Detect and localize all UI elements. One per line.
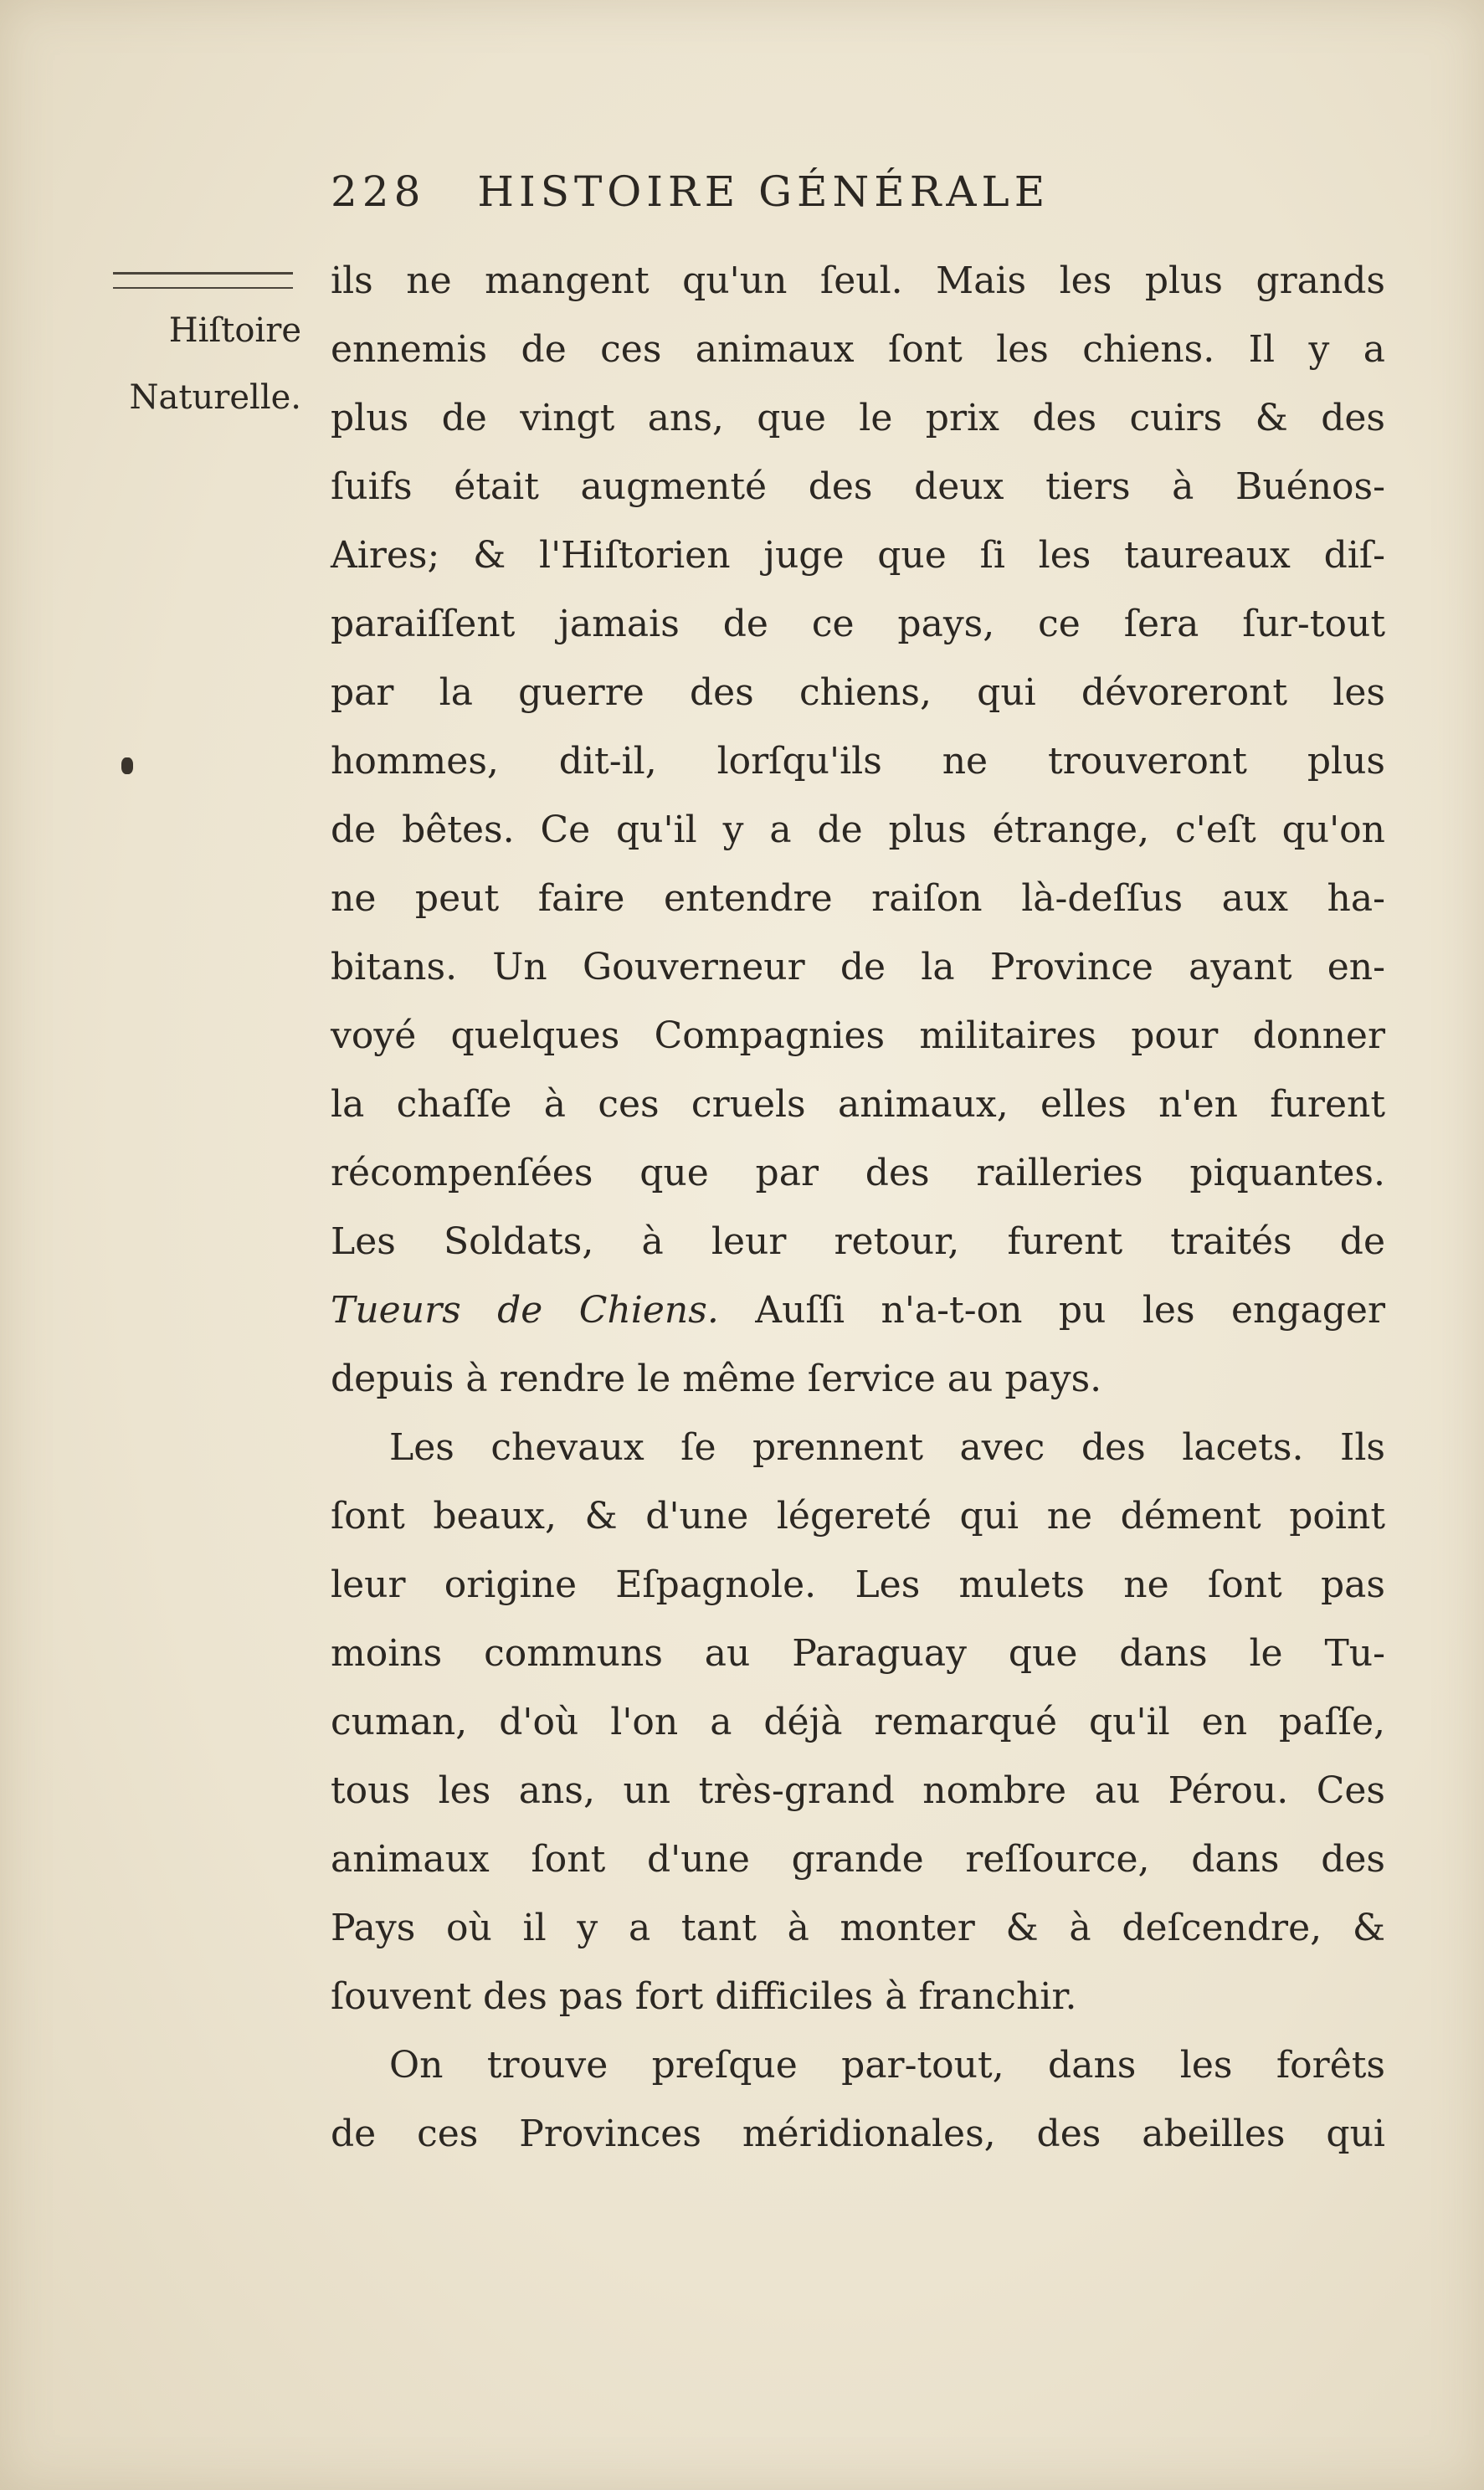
text-line: de bêtes. Ce qu'il y a de plus étrange, c'eſt qu'on [331, 809, 1385, 851]
text-line: Les Soldats, à leur retour, furent traités de [331, 1220, 1385, 1263]
text-line: ennemis de ces animaux ſont les chiens. Il y a [331, 328, 1385, 371]
text-line: hommes, dit-il, lorſqu'ils ne trouveront plus [331, 740, 1385, 783]
page-number: 228 [331, 167, 426, 216]
text-line: animaux ſont d'une grande reſſource, dans des [331, 1838, 1385, 1881]
text-line: Aires; & l'Hiſtorien juge que ſi les taureaux diſ- [331, 534, 1385, 577]
text-line: paraiſſent jamais de ce pays, ce ſera ſur-tout [331, 603, 1385, 645]
text-line: moins communs au Paraguay que dans le Tu- [331, 1632, 1385, 1675]
margin-rule [113, 272, 293, 275]
text-line: Les chevaux ſe prennent avec des lacets. Ils [389, 1426, 1385, 1469]
running-head [331, 167, 1218, 226]
margin-note-line: Naturelle. [129, 378, 301, 417]
text-line: ils ne mangent qu'un ſeul. Mais les plus grands [331, 259, 1385, 302]
text-line: leur origine Eſpagnole. Les mulets ne ſont pas [331, 1563, 1385, 1606]
paragraph [331, 247, 1385, 1414]
text-line: plus de vingt ans, que le prix des cuirs & des [331, 397, 1385, 439]
text-line: ſont beaux, & d'une légereté qui ne dément point [331, 1495, 1385, 1538]
text-line: voyé quelques Compagnies militaires pour donner [331, 1014, 1385, 1057]
text-line: par la guerre des chiens, qui dévoreront les [331, 671, 1385, 714]
text-line: bitans. Un Gouverneur de la Province ayant en- [331, 946, 1385, 988]
text-line: ſuifs était augmenté des deux tiers à Buénos- [331, 465, 1385, 508]
text-line: récompenſées que par des railleries piquantes. [331, 1152, 1385, 1194]
text-fragment: Auſſi n'a-t-on pu les engager [718, 1289, 1386, 1332]
margin-note-line: Hiſtoire [168, 311, 301, 350]
text-line: de ces Provinces méridionales, des abeilles qui [331, 2113, 1385, 2155]
text-line: la chaſſe à ces cruels animaux, elles n'en furent [331, 1083, 1385, 1126]
margin-rule [113, 287, 293, 289]
text-line: ne peut faire entendre raiſon là-deſſus aux ha- [331, 877, 1385, 920]
text-line [331, 1276, 1385, 1345]
ink-mark [121, 757, 133, 774]
body-text [331, 247, 1385, 2169]
text-line: ſouvent des pas fort difficiles à franchir. [331, 1975, 1077, 2018]
paragraph [331, 2031, 1385, 2169]
text-line: depuis à rendre le même ſervice au pays. [331, 1358, 1102, 1400]
text-line: Pays où il y a tant à monter & à deſcendre, & [331, 1907, 1385, 1949]
text-line: tous les ans, un très-grand nombre au Pérou. Ces [331, 1769, 1385, 1812]
margin-note [100, 297, 301, 431]
text-line: cuman, d'où l'on a déjà remarqué qu'il en paſſe, [331, 1701, 1385, 1743]
italic-phrase: Tueurs de Chiens. [331, 1289, 719, 1332]
running-title: HISTOIRE GÉNÉRALE [477, 167, 1050, 216]
paragraph [331, 1414, 1385, 2031]
text-line: On trouve preſque par-tout, dans les forêts [389, 2044, 1385, 2087]
